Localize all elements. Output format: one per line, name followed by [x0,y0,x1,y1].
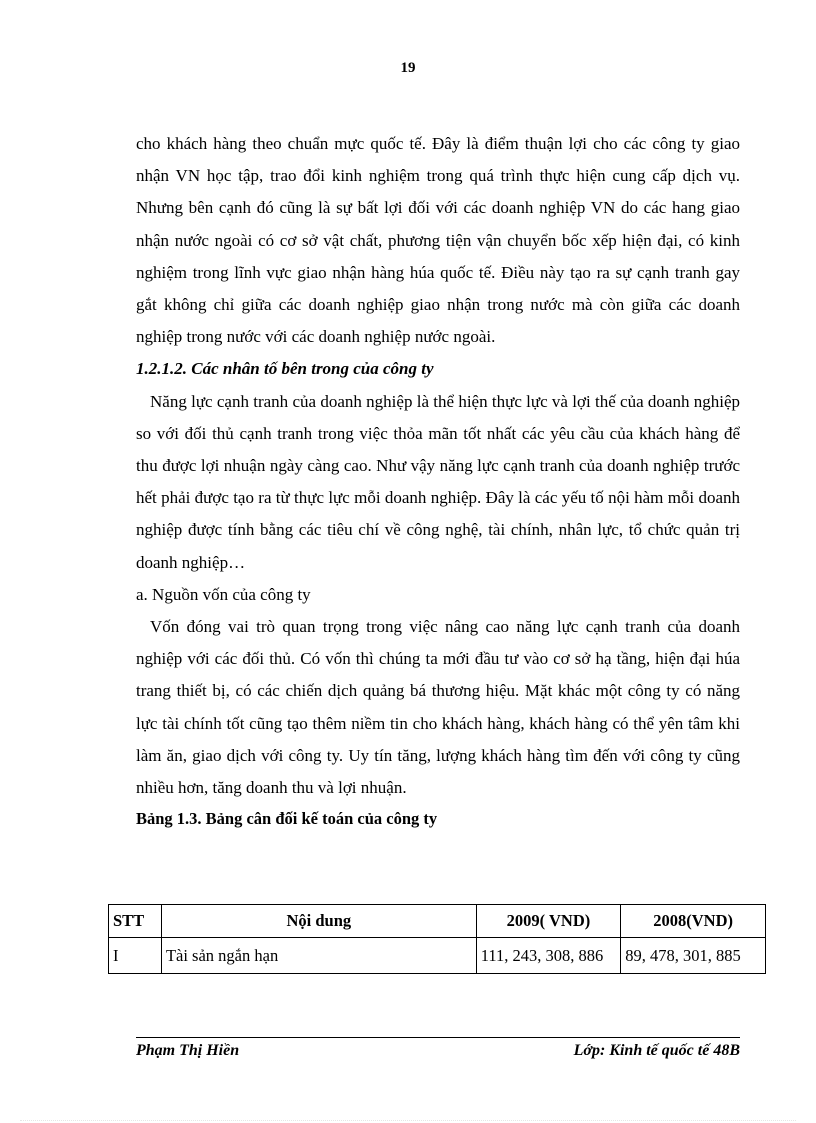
balance-sheet-table [108,904,766,974]
page-footer [136,1042,740,1060]
body-text [136,128,740,834]
paragraph-1: cho khách hàng theo chuẩn mực quốc tế. Đây là điểm thuận lợi cho các công ty giao nhận VN học tập, trao đổi kinh nghiệm trong quá trình thực hiện cung cấp dịch vụ. Nhưng bên cạnh đó cũng là sự bất lợi đối với các doanh nghiệp VN do các hang giao nhận nước ngoài có cơ sở vật chất, phương tiện vận chuyển bốc xếp hiện đại, có kinh nghiệm trong lĩnh vực giao nhận hàng húa quốc tế. Điều này tạo ra sự cạnh tranh gay gắt không chỉ giữa các doanh nghiệp giao nhận trong nước mà còn giữa các doanh nghiệp trong nước với các doanh nghiệp nước ngoài. [136,134,740,347]
page-number: 19 [400,60,416,76]
paragraph-2: Năng lực cạnh tranh của doanh nghiệp là thể hiện thực lực và lợi thế của doanh nghiệp so với đối thủ cạnh tranh trong việc thỏa mãn tốt nhất các yêu cầu của khách hàng để thu được lợi nhuận ngày càng cao. Như vậy năng lực cạnh tranh của doanh nghiệp trước hết phải được tạo ra từ thực lực mỗi doanh nghiệp. Đây là các yếu tố nội hàm mỗi doanh nghiệp được tính bằng các tiêu chí về công nghệ, tài chính, nhân lực, tổ chức quản trị doanh nghiệp… [136,391,740,572]
footer-author: Phạm Thị Hiền [136,1042,240,1059]
table-row [109,938,766,974]
section-heading: 1.2.1.2. Các nhân tố bên trong của công ty [136,359,434,379]
cell-2009: 111, 243, 308, 886 [476,938,621,974]
footer-class: Lớp: Kinh tế quốc tế 48B [573,1042,740,1059]
cell-stt: I [109,938,162,974]
page-edge-divider [20,1120,796,1121]
cell-2008: 89, 478, 301, 885 [621,938,766,974]
header-stt: STT [109,905,162,938]
table-caption: Bảng 1.3. Bảng cân đối kế toán của công ty [136,809,438,829]
header-content: Nội dung [161,905,476,938]
header-2008: 2008(VND) [621,905,766,938]
paragraph-3: Vốn đóng vai trò quan trọng trong việc nâng cao năng lực cạnh tranh của doanh nghiệp với các đối thủ. Có vốn thì chúng ta mới đầu tư vào cơ sở hạ tầng, hiện đại húa trang thiết bị, có các chiến dịch quảng bá thương hiệu. Mặt khác một công ty có năng lực tài chính tốt cũng tạo thêm niềm tin cho khách hàng, khách hàng có thể yên tâm khi làm ăn, giao dịch với công ty. Uy tín tăng, lượng khách hàng tìm đến với công ty cũng nhiều hơn, tăng doanh thu và lợi nhuận. [136,617,740,798]
header-2009: 2009( VND) [476,905,621,938]
footer-divider [136,1037,740,1038]
cell-content: Tài sản ngắn hạn [161,938,476,974]
table-header-row [109,905,766,938]
subheading-a: a. Nguồn vốn của công ty [136,584,311,604]
